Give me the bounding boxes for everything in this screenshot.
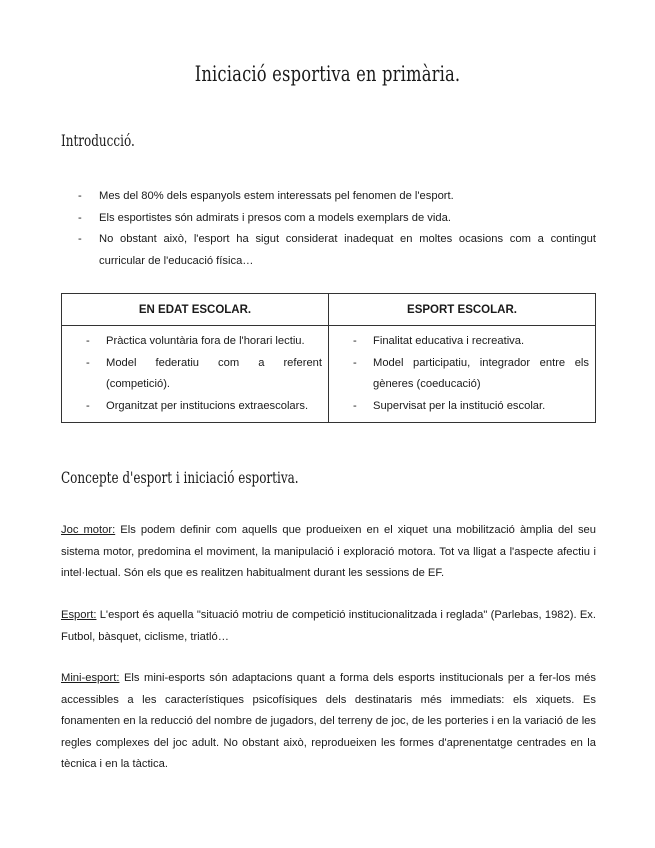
document-title: Iniciació esportiva en primària. bbox=[194, 62, 461, 86]
list-item: - No obstant això, l'esport ha sigut considerat inadequat en moltes ocasions com a contingut curricular de l'educació física… bbox=[78, 229, 596, 272]
table-cell-edat-escolar bbox=[62, 326, 329, 423]
edat-escolar-list bbox=[86, 331, 322, 417]
comparison-table bbox=[61, 293, 596, 423]
section-heading-concepte: Concepte d'esport i iniciació esportiva. bbox=[61, 468, 299, 487]
table-header-esport-escolar: ESPORT ESCOLAR. bbox=[329, 294, 596, 326]
list-item: - Mes del 80% dels espanyols estem interessats pel fenomen de l'esport. bbox=[78, 186, 596, 208]
list-item: - Pràctica voluntària fora de l'horari lectiu. bbox=[86, 331, 322, 353]
intro-bullet-list bbox=[78, 186, 596, 272]
list-item: - Finalitat educativa i recreativa. bbox=[353, 331, 589, 353]
list-item: - Els esportistes són admirats i presos com a models exemplars de vida. bbox=[78, 208, 596, 230]
term-joc-motor: Joc motor: bbox=[61, 524, 116, 536]
list-item: - Model participatiu, integrador entre els gèneres (coeducació) bbox=[353, 353, 589, 396]
table-header-row bbox=[62, 294, 596, 326]
term-esport: Esport: bbox=[61, 609, 97, 621]
table-row bbox=[62, 326, 596, 423]
list-item: - Organitzat per institucions extraescolars. bbox=[86, 396, 322, 418]
list-item: - Model federatiu com a referent (competició). bbox=[86, 353, 322, 396]
term-mini-esport: Mini-esport: bbox=[61, 672, 120, 684]
paragraph-joc-motor bbox=[61, 520, 596, 585]
paragraph-esport bbox=[61, 605, 596, 648]
paragraph-mini-esport bbox=[61, 668, 596, 776]
table-cell-esport-escolar bbox=[329, 326, 596, 423]
paragraph-text: L'esport és aquella "situació motriu de competició institucionalitzada i reglada" (Parlebas, 1982). Ex. Futbol, bàsquet, ciclisme, triatló… bbox=[61, 609, 596, 643]
section-heading-introduccio: Introducció. bbox=[61, 131, 135, 150]
paragraph-text: Els mini-esports són adaptacions quant a forma dels esports institucionals per a fer-los més accessibles a les característiques psicofísiques dels destinataris més immediats: els xiquets. Es fonamenten en la reducció del nombre de jugadors, del terreny de joc, de les porteries i en la variació de les regles complexes del joc adult. No obstant això, reprodueixen les formes d'aprenentatge centrades en la tècnica i en la tàctica. bbox=[61, 672, 596, 770]
esport-escolar-list bbox=[353, 331, 589, 417]
paragraph-text: Els podem definir com aquells que produeixen en el xiquet una mobilització àmplia del seu sistema motor, predomina el moviment, la manipulació i exploració motora. Tot va lligat a l'aspecte afectiu i intel·lectual. Són els que es realitzen habitualment durant les sessions de EF. bbox=[61, 524, 596, 579]
table-header-edat-escolar: EN EDAT ESCOLAR. bbox=[62, 294, 329, 326]
list-item: - Supervisat per la institució escolar. bbox=[353, 396, 589, 418]
